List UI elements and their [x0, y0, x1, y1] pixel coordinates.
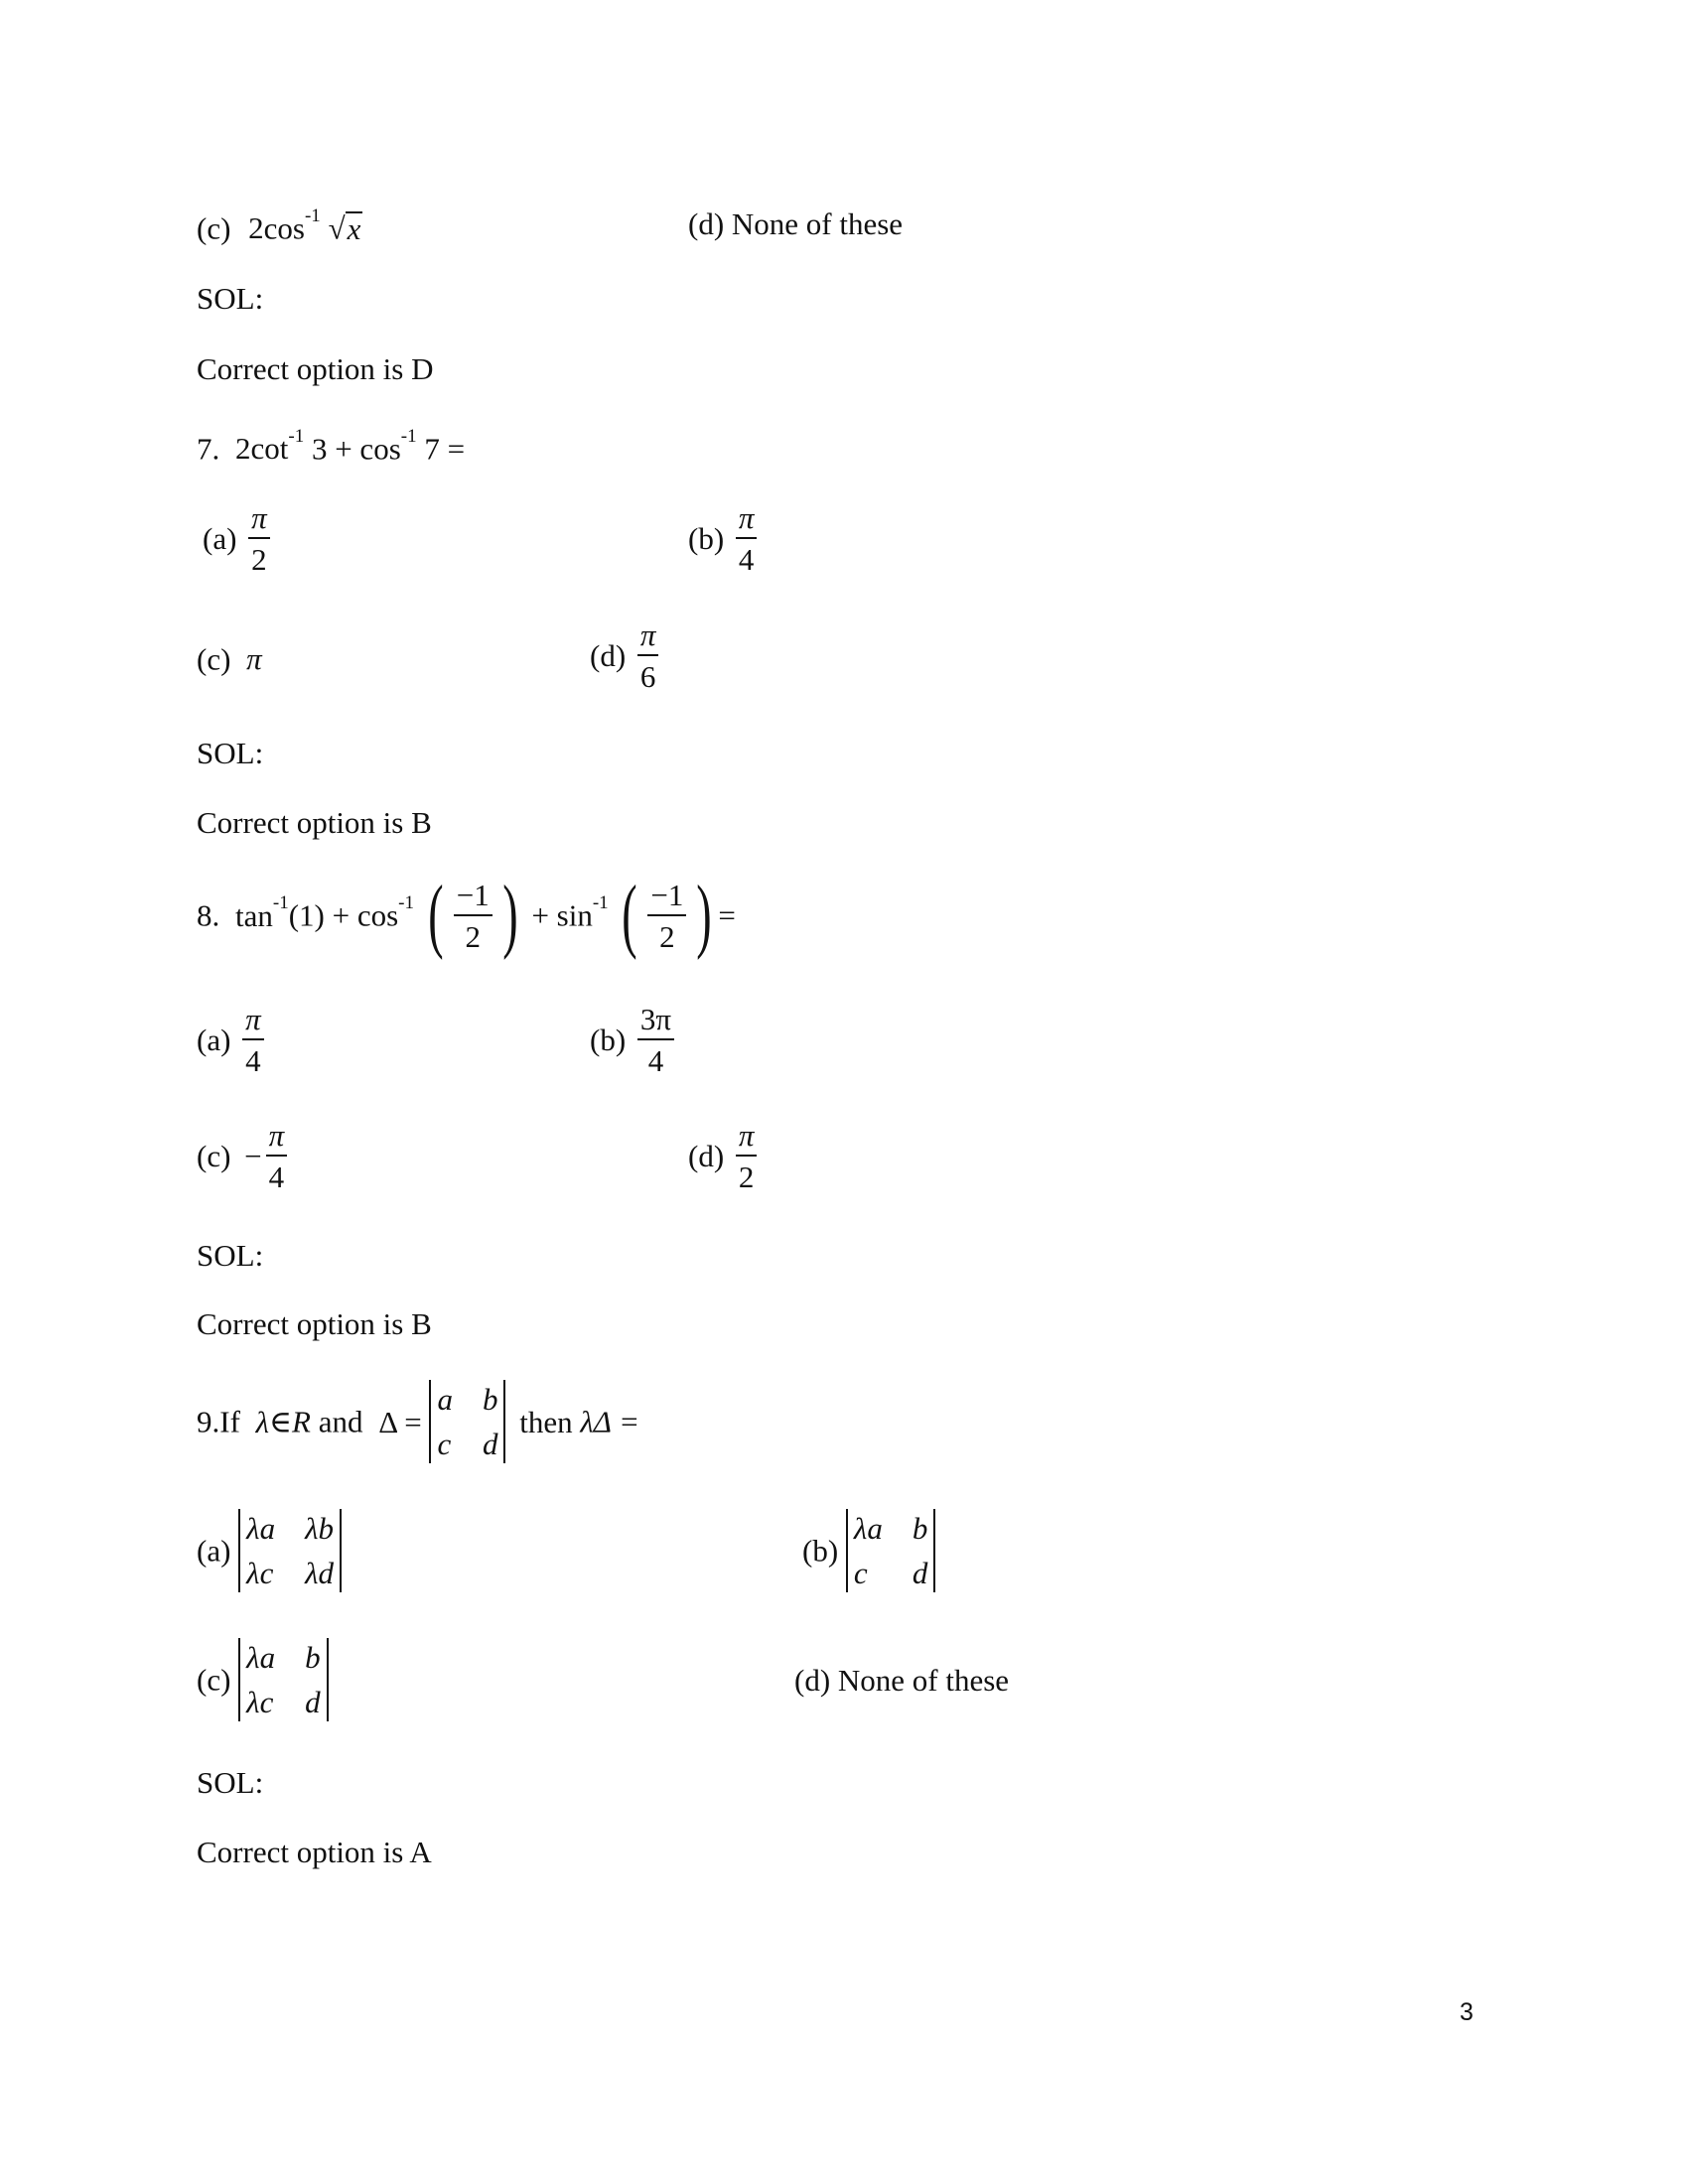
option-label: (b): [802, 1533, 839, 1569]
q7-sol: SOL:: [197, 736, 264, 770]
q8-question: [197, 869, 736, 961]
cell: c: [853, 1556, 868, 1590]
fraction: [266, 1120, 288, 1192]
option-label: (a): [197, 1023, 231, 1057]
set-R: R: [292, 1404, 311, 1439]
paren-group: [422, 869, 524, 961]
term: 7 =: [424, 431, 466, 467]
exponent: -1: [592, 892, 609, 914]
cell: λa: [246, 1640, 276, 1675]
term: (1) + cos: [288, 897, 399, 933]
word: and: [318, 1404, 363, 1439]
q7-option-d: [590, 619, 662, 692]
q9-sol: SOL:: [197, 1765, 264, 1800]
q9-answer: Correct option is A: [197, 1835, 432, 1869]
numerator: π: [248, 502, 270, 539]
q9-option-c: [197, 1638, 329, 1721]
exponent: -1: [398, 892, 414, 914]
determinant: [429, 1380, 505, 1463]
term: tan: [235, 897, 273, 933]
cell: λa: [853, 1511, 883, 1546]
q8-option-c: [197, 1120, 291, 1192]
option-label: (b): [590, 1023, 627, 1057]
option-label: (b): [688, 521, 725, 556]
option-label: (c): [197, 1139, 231, 1173]
q8-option-b: [590, 1004, 678, 1076]
cell: λc: [246, 1685, 274, 1719]
determinant: [238, 1638, 328, 1721]
fraction: [637, 619, 659, 692]
q8-sol: SOL:: [197, 1238, 264, 1273]
cell: b: [482, 1382, 498, 1417]
right-paren: ): [696, 869, 713, 961]
element-of: ∈: [269, 1404, 293, 1439]
q6-option-c: [197, 205, 362, 247]
value: π: [246, 641, 262, 677]
cell: d: [482, 1427, 498, 1461]
denominator: 2: [738, 1160, 755, 1194]
numerator: π: [266, 1120, 288, 1157]
cell: λb: [305, 1511, 335, 1546]
page-number: 3: [1460, 1998, 1474, 2026]
denominator: 4: [245, 1043, 261, 1078]
numerator: π: [242, 1004, 264, 1040]
fraction: [647, 877, 686, 954]
cell: a: [437, 1382, 453, 1417]
numerator: π: [637, 619, 659, 656]
numerator: π: [736, 502, 758, 539]
exponent: -1: [304, 205, 321, 226]
lambda: λ: [255, 1404, 270, 1439]
fraction: [637, 1004, 674, 1076]
question-number: 8.: [197, 897, 220, 933]
exponent: -1: [288, 426, 305, 447]
left-paren: (: [622, 869, 638, 961]
q8-option-d: [688, 1120, 761, 1192]
q6-sol: SOL:: [197, 281, 264, 316]
cell: b: [305, 1640, 321, 1675]
term: 3 + cos: [311, 431, 401, 467]
option-label: (d): [688, 1139, 725, 1173]
numerator: π: [736, 1120, 758, 1157]
question-number: 7.: [197, 431, 220, 467]
term: 2cot: [235, 431, 289, 467]
denominator: 2: [251, 542, 267, 577]
q7-option-b: [688, 502, 761, 575]
option-label: (d): [590, 638, 627, 673]
cell: d: [912, 1556, 928, 1590]
q6-option-d: (d) None of these: [688, 206, 904, 241]
q9-option-b: [802, 1509, 935, 1592]
cell: c: [437, 1427, 452, 1461]
question-number: 9.If: [197, 1404, 240, 1439]
q9-option-a: [197, 1509, 342, 1592]
denominator: 2: [659, 918, 675, 954]
coef: 2: [248, 210, 264, 246]
q7-answer: Correct option is B: [197, 805, 432, 840]
minus-sign: −: [244, 1139, 262, 1173]
q7-question: [197, 426, 466, 467]
denominator: 4: [268, 1160, 285, 1194]
determinant: [846, 1509, 935, 1592]
cell: d: [305, 1685, 321, 1719]
paren-group: [616, 869, 718, 961]
sqrt-arg: x: [347, 211, 361, 247]
fraction: [454, 877, 492, 954]
func: cos: [263, 210, 305, 246]
left-paren: (: [428, 869, 444, 961]
word: then: [519, 1404, 573, 1439]
numerator: −1: [647, 880, 686, 916]
cell: λd: [305, 1556, 335, 1590]
q7-option-a: [203, 502, 274, 575]
cell: b: [912, 1511, 928, 1546]
determinant: [238, 1509, 342, 1592]
exponent: -1: [272, 892, 289, 914]
numerator: 3π: [637, 1004, 674, 1040]
numerator: −1: [454, 880, 492, 916]
denominator: 4: [647, 1043, 664, 1078]
term: + sin: [531, 897, 593, 933]
sqrt-symbol: √: [328, 210, 346, 246]
option-label: (c): [197, 1662, 231, 1698]
denominator: 6: [639, 659, 656, 694]
fraction: [248, 502, 270, 575]
q8-answer: Correct option is B: [197, 1306, 432, 1341]
result: λΔ =: [580, 1404, 640, 1439]
option-label: (c): [197, 210, 231, 246]
equals: =: [718, 897, 736, 933]
option-label: (a): [203, 521, 237, 556]
q9-option-d: (d) None of these: [794, 1663, 1010, 1698]
q6-answer: Correct option is D: [197, 351, 434, 386]
delta-equals: Δ =: [378, 1404, 422, 1439]
q7-option-c: [197, 640, 262, 677]
q9-question: [197, 1380, 639, 1463]
denominator: 4: [738, 542, 755, 577]
option-label: (a): [197, 1533, 231, 1569]
cell: λc: [246, 1556, 274, 1590]
option-label: (c): [197, 641, 231, 677]
q8-option-a: [197, 1004, 268, 1076]
cell: λa: [246, 1511, 276, 1546]
fraction: [736, 502, 758, 575]
fraction: [736, 1120, 758, 1192]
right-paren: ): [501, 869, 518, 961]
exponent: -1: [400, 426, 417, 447]
denominator: 2: [465, 918, 481, 954]
fraction: [242, 1004, 264, 1076]
